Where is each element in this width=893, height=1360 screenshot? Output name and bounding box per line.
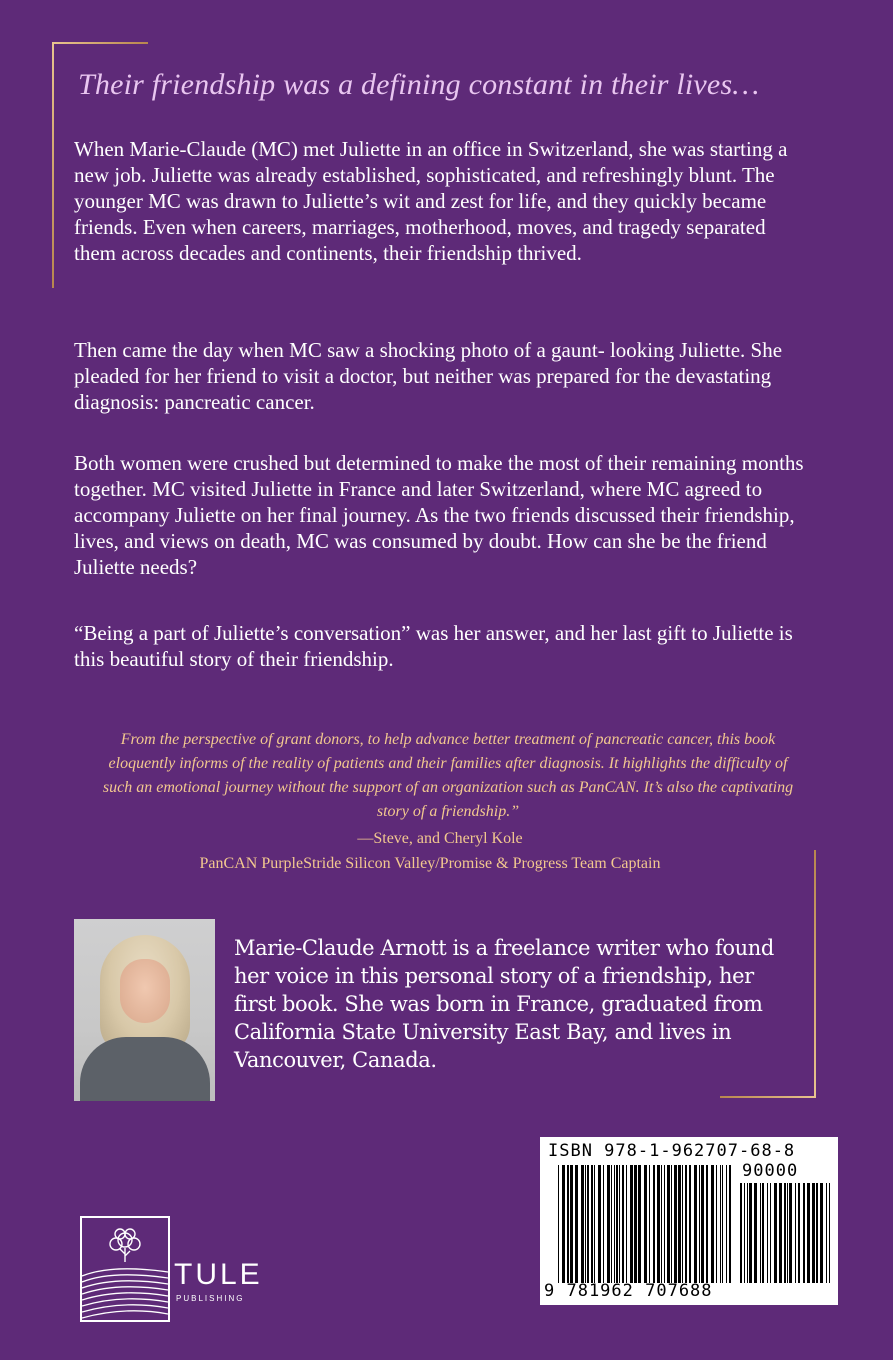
barcode-bar (591, 1165, 593, 1283)
barcode-bar (587, 1165, 589, 1283)
author-photo-face (120, 959, 170, 1023)
barcode-bar (747, 1183, 748, 1283)
author-photo-shirt (80, 1037, 210, 1101)
barcode-bar (603, 1165, 604, 1283)
barcode-bar (760, 1183, 761, 1283)
barcode-bar (740, 1183, 742, 1283)
barcode-bar (689, 1165, 691, 1283)
barcode-bar (634, 1165, 637, 1283)
gold-frame-top-left-horizontal (52, 42, 148, 44)
barcode-bar (638, 1165, 641, 1283)
endorsement-role: PanCAN PurpleStride Silicon Valley/Promise & Progress Team Captain (199, 855, 661, 872)
barcode-bar (653, 1165, 655, 1283)
barcode-bar (664, 1165, 665, 1283)
barcode-bar (807, 1183, 810, 1283)
barcode-bar (622, 1165, 624, 1283)
barcode-bar (682, 1165, 683, 1283)
barcode-bar (829, 1183, 830, 1283)
barcode-bar (798, 1183, 800, 1283)
barcode-bar (770, 1183, 771, 1283)
barcode-bar (774, 1183, 777, 1283)
barcode-bar (729, 1165, 731, 1283)
barcode-bar (767, 1183, 768, 1283)
isbn-barcode (540, 1137, 838, 1305)
barcode-bar (826, 1183, 827, 1283)
barcode-bar (611, 1165, 612, 1283)
barcode-bar (720, 1165, 721, 1283)
barcode-bar (657, 1165, 660, 1283)
barcode-bar (779, 1183, 782, 1283)
barcode-bars-main (558, 1165, 732, 1283)
barcode-bar (787, 1183, 788, 1283)
barcode-bar (789, 1183, 792, 1283)
barcode-bar (685, 1165, 687, 1283)
barcode-bar (762, 1183, 764, 1283)
barcode-bar (820, 1183, 823, 1283)
barcode-bar (706, 1165, 708, 1283)
barcode-bar (749, 1183, 752, 1283)
barcode-bar (619, 1165, 620, 1283)
barcode-bar (661, 1165, 662, 1283)
barcode-bar (567, 1165, 569, 1283)
tagline: Their friendship was a defining constant in their lives… (78, 68, 760, 101)
price-code: 90000 (742, 1161, 799, 1181)
barcode-bar (754, 1183, 757, 1283)
blurb-paragraph-4: “Being a part of Juliette’s conversation” was her answer, and her last gift to Juliette is this beautiful story of their friendship. (74, 621, 793, 671)
barcode-bar (598, 1165, 601, 1283)
barcode-bar (649, 1165, 650, 1283)
gold-frame-top-left-vertical (52, 42, 54, 288)
barcode-bar (674, 1165, 677, 1283)
barcode-bar (558, 1165, 559, 1283)
barcode-bar (644, 1165, 647, 1283)
barcode-bar (671, 1165, 672, 1283)
barcode-bars-addon (740, 1183, 830, 1283)
barcode-bar (626, 1165, 627, 1283)
blurb-paragraph-2: Then came the day when MC saw a shocking photo of a gaunt- looking Juliette. She pleaded for her friend to visit a doctor, but neither was prepared for the devastating diagnosis: pancreatic cancer. (74, 338, 783, 414)
barcode-bar (812, 1183, 815, 1283)
barcode-bar (701, 1165, 704, 1283)
blurb-paragraph-1: When Marie-Claude (MC) met Juliette in an office in Switzerland, she was starting a new job. Juliette was already established, sophisticated, and refreshingly blunt. The younger MC was drawn to Juliette’s wit and zest for life, and they quickly became friends. Even when careers, marriages, motherhood, moves, and tragedy separated them across decades and continents, their friendship thrived. (74, 137, 788, 265)
barcode-bar (694, 1165, 697, 1283)
publisher-subtitle: PUBLISHING (176, 1294, 245, 1303)
publisher-name: TULE (174, 1258, 263, 1291)
barcode-bar (614, 1165, 615, 1283)
barcode-bar (726, 1165, 727, 1283)
barcode-bar (667, 1165, 670, 1283)
barcode-bar (678, 1165, 681, 1283)
barcode-bar (562, 1165, 565, 1283)
barcode-bar (711, 1165, 714, 1283)
barcode-bar (795, 1183, 796, 1283)
publisher-logo (80, 1216, 263, 1326)
endorsement-attribution: —Steve, and Cheryl Kole (357, 830, 523, 847)
barcode-bar (699, 1165, 700, 1283)
barcode-bar (716, 1165, 717, 1283)
barcode-bar (784, 1183, 786, 1283)
isbn-label: ISBN 978-1-962707-68-8 (548, 1141, 796, 1161)
barcode-bar (816, 1183, 818, 1283)
barcode-bar (607, 1165, 610, 1283)
author-bio: Marie-Claude Arnott is a freelance writer who found her voice in this personal story of a friendship, her first book. She was born in France, graduated from California State University East Bay, and lives in Vancouver, Canada. (234, 936, 774, 1072)
endorsement-quote: From the perspective of grant donors, to help advance better treatment of pancreatic cancer, this book eloquently informs of the reality of patients and their families after diagnosis. It highlights the difficulty of such an emotional journey without the support of an organization such as PanCAN. It’s also the captivating story of a friendship.” (102, 731, 794, 820)
barcode-bar (744, 1183, 745, 1283)
gold-frame-bottom-right-horizontal (720, 1096, 816, 1098)
barcode-bar (803, 1183, 805, 1283)
barcode-bar (616, 1165, 618, 1283)
barcode-bar (581, 1165, 584, 1283)
barcode-bar (630, 1165, 633, 1283)
blurb-paragraph-3: Both women were crushed but determined to make the most of their remaining months together. MC visited Juliette in France and later Switzerland, where MC agreed to accompany Juliette on her final journey. As the two friends discussed their friendship, lives, and views on death, MC was consumed by doubt. How can she be the friend Juliette needs? (74, 451, 804, 579)
barcode-bar (594, 1165, 595, 1283)
publisher-logo-emblem (80, 1216, 170, 1322)
barcode-bar (585, 1165, 586, 1283)
barcode-bar (722, 1165, 723, 1283)
barcode-bar (575, 1165, 578, 1283)
tree-icon (82, 1218, 168, 1320)
gold-frame-bottom-right-vertical (814, 850, 816, 1098)
author-photo (74, 919, 215, 1101)
barcode-bar (570, 1165, 573, 1283)
isbn-digits: 9 781962 707688 (544, 1281, 713, 1301)
